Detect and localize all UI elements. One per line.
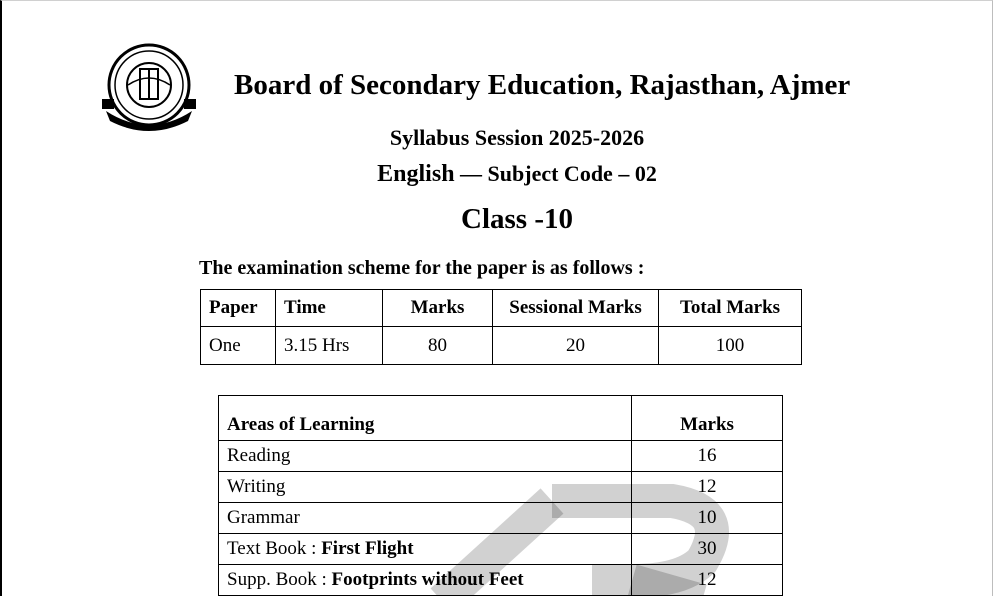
book-title: Footprints without Feet: [331, 569, 524, 590]
header-total-marks: Total Marks: [659, 290, 802, 327]
syllabus-session: Syllabus Session 2025-2026: [389, 125, 645, 150]
areas-of-learning-table: [218, 395, 783, 596]
table-row: [219, 565, 783, 596]
subject-code: Subject Code – 02: [487, 161, 657, 186]
header-sessional-marks: Sessional Marks: [493, 290, 659, 327]
area-label-text: Supp. Book :: [227, 569, 332, 590]
area-label-text: Text Book :: [227, 538, 322, 559]
book-title: First Flight: [321, 538, 414, 559]
board-emblem-logo: [100, 41, 198, 133]
table-header-row: [219, 396, 783, 441]
table-row: [219, 472, 783, 503]
table-row: [219, 503, 783, 534]
area-marks: 12: [632, 472, 783, 503]
area-label: [219, 441, 632, 472]
area-label-text: Reading: [227, 445, 291, 466]
exam-scheme-table: [200, 289, 802, 365]
area-marks: 12: [632, 565, 783, 596]
area-label-text: Writing: [227, 476, 286, 497]
cell-time: 3.15 Hrs: [276, 327, 383, 365]
area-label: [219, 534, 632, 565]
area-marks: 10: [632, 503, 783, 534]
header-areas: Areas of Learning: [219, 396, 632, 441]
board-name: Board of Secondary Education, Rajasthan, Ajmer: [234, 69, 851, 101]
subject-line: [2, 161, 993, 188]
header-area-marks: Marks: [632, 396, 783, 441]
cell-marks: 80: [383, 327, 493, 365]
subject-dash: —: [454, 161, 488, 186]
header-time: Time: [276, 290, 383, 327]
class-heading: Class -10: [461, 203, 573, 235]
table-row: [201, 327, 802, 365]
cell-sessional-marks: 20: [493, 327, 659, 365]
table-header-row: [201, 290, 802, 327]
subject-name: English: [377, 161, 455, 187]
area-marks: 16: [632, 441, 783, 472]
header-marks: Marks: [383, 290, 493, 327]
area-label: [219, 503, 632, 534]
area-marks: 30: [632, 534, 783, 565]
scheme-title: The examination scheme for the paper is as follows :: [199, 257, 645, 279]
area-label-text: Grammar: [227, 507, 300, 528]
area-label: [219, 472, 632, 503]
table-row: [219, 441, 783, 472]
area-label: [219, 565, 632, 596]
header-paper: Paper: [201, 290, 276, 327]
cell-total-marks: 100: [659, 327, 802, 365]
cell-paper: One: [201, 327, 276, 365]
table-row: [219, 534, 783, 565]
